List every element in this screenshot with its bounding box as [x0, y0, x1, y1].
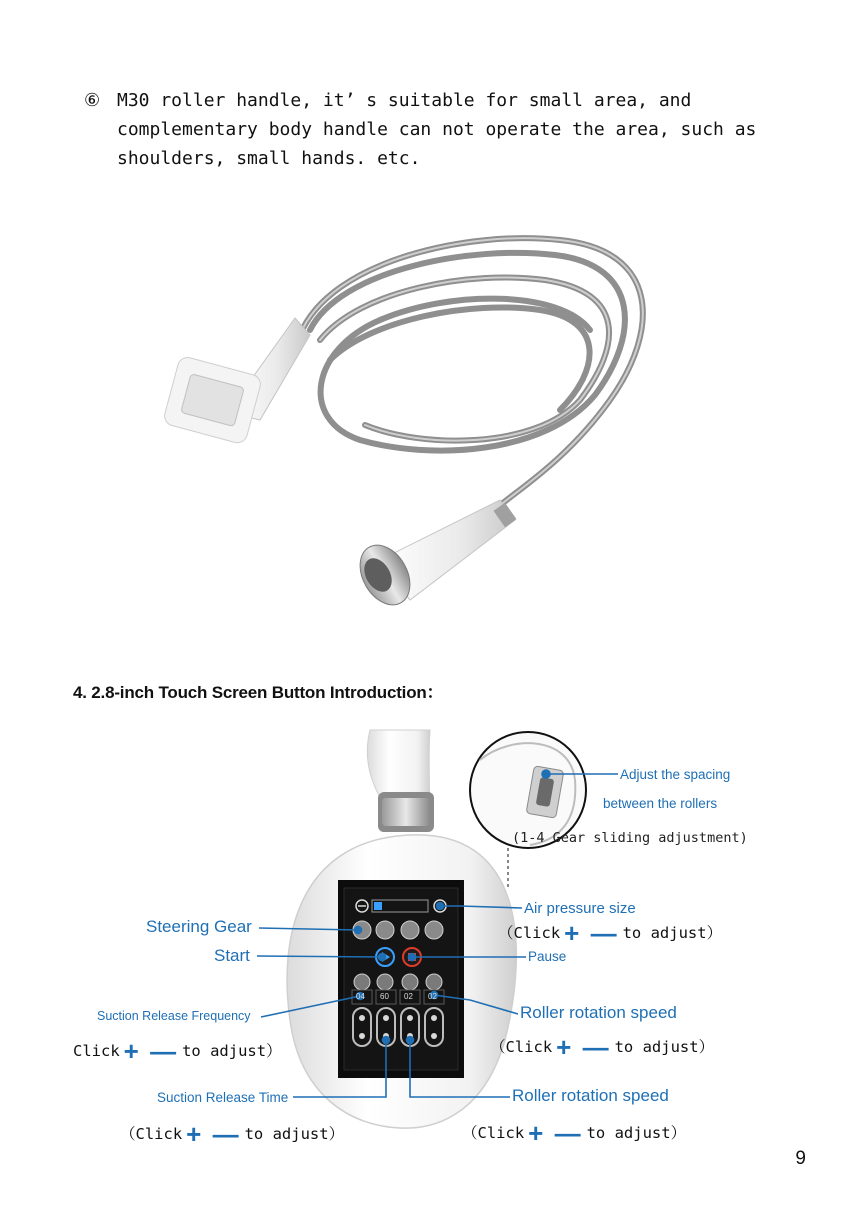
adjust-post: to adjust） — [622, 924, 723, 942]
screen-value-2: 60 — [380, 992, 389, 1001]
steering-gear-label: Steering Gear — [146, 917, 252, 936]
air-pressure-label: Air pressure size — [524, 900, 636, 917]
adjust-pre: （Click — [498, 924, 561, 942]
paragraph-line-2: complementary body handle can not operate the area, such as — [117, 119, 757, 140]
paragraph-line-3: shoulders, small hands. etc. — [117, 148, 421, 169]
adjust-pre: （Click — [120, 1125, 183, 1143]
adjust-pre: （Click — [462, 1124, 525, 1142]
gear-note: (1-4 Gear sliding adjustment) — [512, 830, 748, 846]
suction-release-time-label: Suction Release Time — [157, 1090, 289, 1105]
plus-minus-icon: + — — [186, 1119, 241, 1149]
roller-speed-label-1: Roller rotation speed — [520, 1003, 677, 1022]
roller-speed-adjust-2 — [462, 1118, 686, 1149]
adjust-spacing-label-2: between the rollers — [603, 796, 718, 811]
item-number-marker: ⑥ — [84, 90, 101, 111]
adjust-pre: Click — [73, 1042, 120, 1060]
adjust-post: to adjust） — [614, 1038, 715, 1056]
adjust-spacing-label-1: Adjust the spacing — [620, 767, 731, 782]
plus-minus-icon: + — — [564, 918, 619, 948]
plus-minus-icon: + — — [123, 1036, 179, 1066]
pause-label: Pause — [528, 949, 567, 964]
suction-release-frequency-label: Suction Release Frequency — [97, 1009, 251, 1023]
page-number: 9 — [795, 1148, 806, 1169]
air-pressure-adjust — [498, 918, 722, 949]
adjust-post: to adjust） — [244, 1125, 345, 1143]
screen-value-4: 02 — [428, 992, 437, 1001]
adjust-post: to adjust） — [586, 1124, 687, 1142]
plus-minus-icon: + — — [528, 1118, 583, 1148]
adjust-post: to adjust） — [182, 1042, 282, 1060]
start-label: Start — [214, 946, 250, 965]
adjust-pre: （Click — [490, 1038, 553, 1056]
section-heading: 4. 2.8-inch Touch Screen Button Introduction： — [73, 683, 444, 702]
screen-value-3: 02 — [404, 992, 413, 1001]
plus-minus-icon: + — — [556, 1032, 611, 1062]
suction-time-adjust — [120, 1119, 344, 1150]
suction-frequency-adjust — [73, 1036, 282, 1067]
m30-roller-handle-photo — [162, 238, 642, 614]
screen-value-1: 04 — [356, 992, 365, 1001]
roller-speed-label-2: Roller rotation speed — [512, 1086, 669, 1105]
roller-speed-adjust-1 — [490, 1032, 714, 1063]
paragraph-line-1: M30 roller handle, it’ s suitable for small area, and — [117, 90, 692, 111]
